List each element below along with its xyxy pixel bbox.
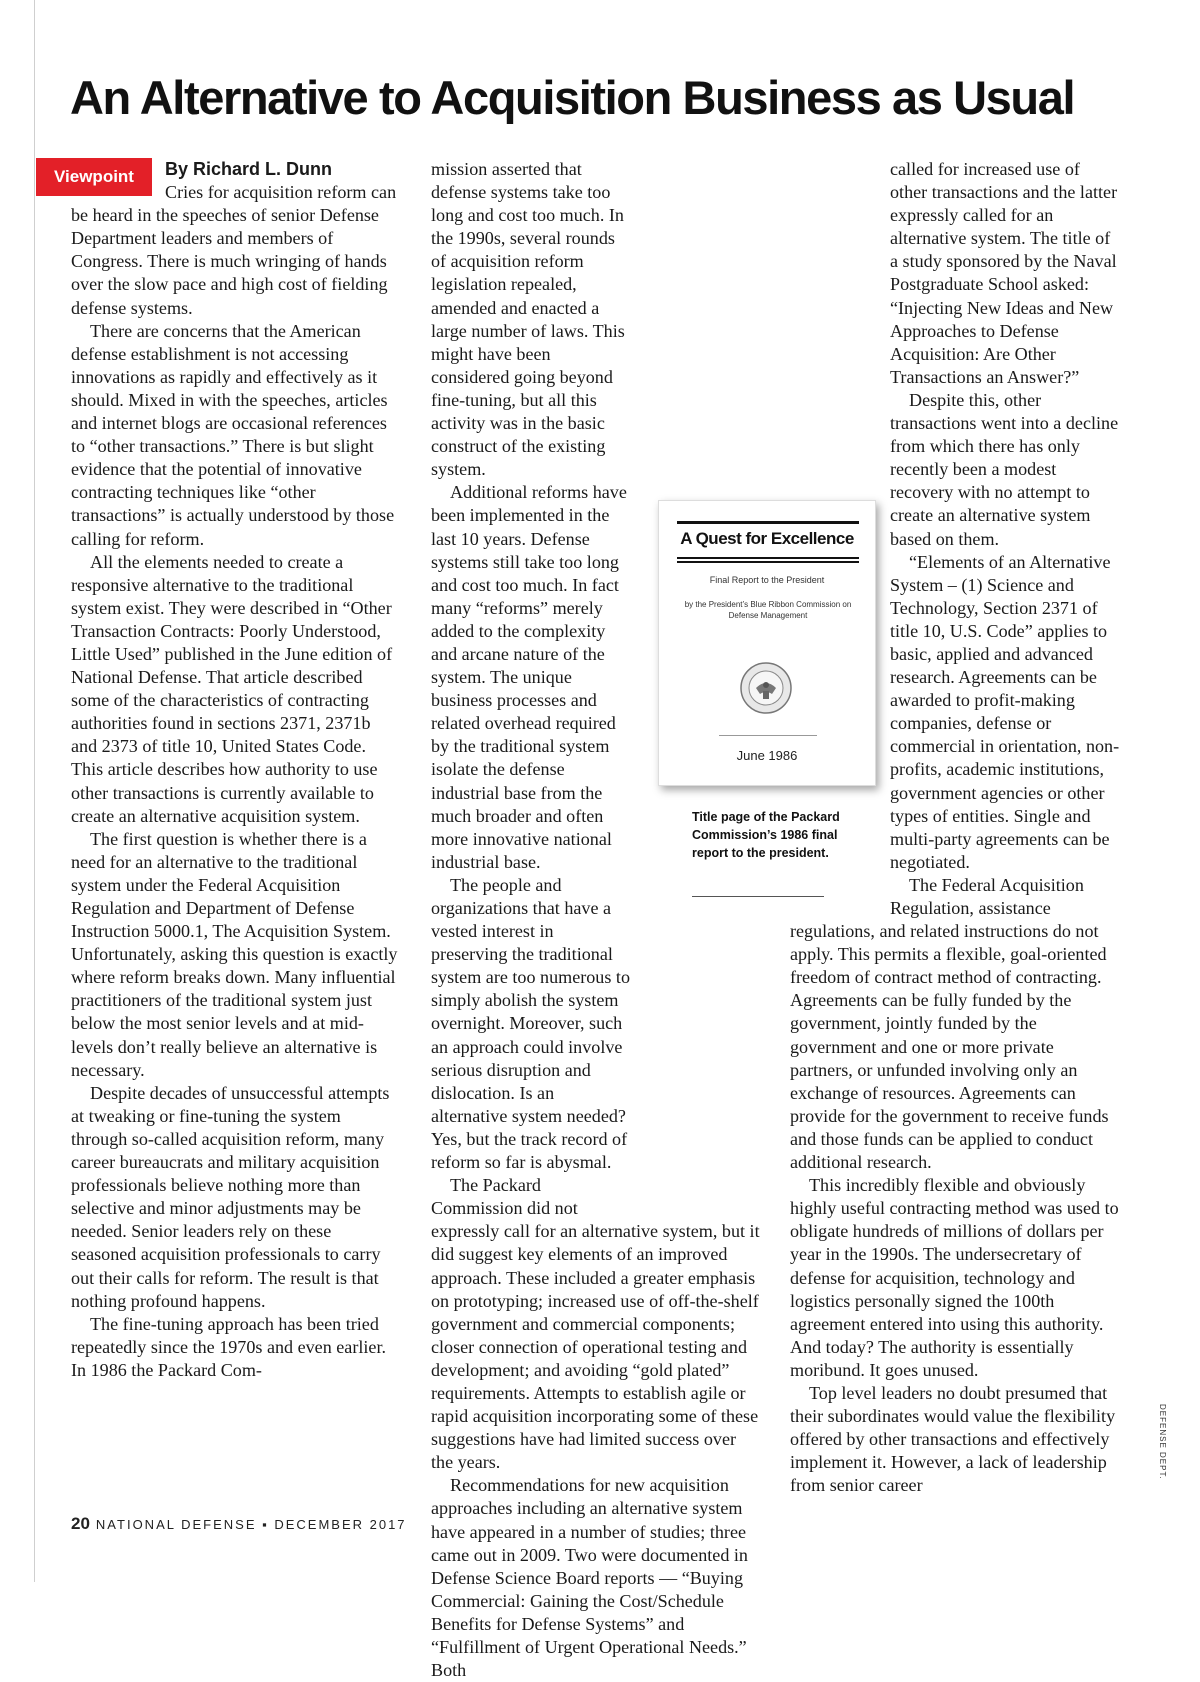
- article-title: An Alternative to Acquisition Business as Usual: [70, 71, 1075, 124]
- cover-rule: [677, 561, 859, 563]
- cover-rule: [677, 521, 859, 524]
- column-1: [71, 158, 401, 1382]
- paragraph: Cries for acquisition reform can be heard in the speeches of senior Defense Department leaders and members of Congress. There is much wringing of hands over the slow pace and high cost of fielding defense systems.: [71, 182, 397, 318]
- column-2: [431, 158, 761, 1682]
- paragraph: Top level leaders no doubt presumed that their subordinates would value the flexibility offered by other transactions and effectively implement it. However, a lack of leadership from senior career: [790, 1382, 1116, 1496]
- paragraph: called for increased use of other transactions and the latter expressly called for an alternative system. The title of a study sponsored by the Naval Postgraduate School asked: “Injecting New Ideas and New Approaches to Defense Acquisition: Are Other Transactions an Answer?”: [890, 159, 1118, 387]
- cover-rule: [677, 557, 859, 559]
- publication-info: NATIONAL DEFENSE ▪ DECEMBER 2017: [95, 1517, 407, 1532]
- caption-rule: [692, 896, 824, 897]
- paragraph: “Elements of an Alternative System – (1) Science and Technology, Section 2371 of title 10, U.S. Code” applies to basic, applied and advanced research. Agreements can be awarded to profit-making companies, defense or commercial in orientation, non-profits, academic institutions, government agencies or other types of entities. Single and multi-party agreements can be negotiated.: [890, 551, 1120, 872]
- report-cover-image: [658, 500, 876, 786]
- paragraph: The people and organizations that have a vested interest in preserving the traditional system are too numerous to simply abolish the system overnight. Moreover, such an approach could involve serious disruption and dislocation. Is an alternative system needed? Yes, but the track record of reform so far is abysmal.: [431, 874, 630, 1173]
- byline: By Richard L. Dunn: [165, 159, 333, 179]
- page-footer: [71, 1514, 407, 1534]
- page-number: 20: [71, 1514, 90, 1533]
- paragraph: Additional reforms have been implemented in the last 10 years. Defense systems still take too long and cost too much. In fact many “reforms” merely added to the complexity and arcane nature of the system. The unique business processes and related overhead required by the traditional system isolate the defense industrial base from the much broader and often more innovative national industrial base.: [431, 482, 627, 872]
- paragraph: All the elements needed to create a responsive alternative to the traditional system exist. They were described in “Other Transaction Contracts: Poorly Understood, Little Used” published in the June edition of National Defense. That article described some of the characteristics of contracting authorities found in sections 2371, 2371b and 2373 of title 10, United States Code. This article describes how authority to use other transactions is currently available to create an alternative acquisition system.: [71, 551, 393, 826]
- report-title: A Quest for Excellence: [680, 529, 854, 548]
- photo-credit: DEFENSE DEPT.: [1158, 1404, 1167, 1480]
- paragraph: The Federal Acquisition Regulation, assistance regulations, and related instructions do not apply. This permits a flexible, goal-oriented freedom of contract method of contracting. Agreements can be fully funded by the government, jointly funded by the government and one or more private partners, or unfunded involving only an exchange of resources. Agreements can provide for the government to receive funds and those funds can be applied to conduct additional research.: [790, 874, 1109, 1173]
- paragraph: Despite decades of unsuccessful attempts at tweaking or fine-tuning the system through so-called acquisition reform, many career bureaucrats and military acquisition professionals believe nothing more than selective and minor adjustments may be needed. Senior leaders rely on these seasoned acquisition professionals to carry out their calls for reform. The result is that nothing profound happens.: [71, 1082, 390, 1311]
- paragraph: mission asserted that defense systems take too long and cost too much. In the 1990s, several rounds of acquisition reform legislation repealed, amended and enacted a large number of laws. This might have been considered going beyond fine-tuning, but all this activity was in the basic construct of the existing system.: [431, 159, 625, 480]
- paragraph: There are concerns that the American defense establishment is not accessing innovations as rapidly and effectively as it should. Mixed in with the speeches, articles and internet blogs are occasional references to “other transactions.” There is but slight evidence that the potential of innovative contracting techniques like “other transactions” is actually understood by those calling for reform.: [71, 320, 395, 549]
- paragraph: Despite this, other transactions went into a decline from which there has only recently been a modest recovery with no attempt to create an alternative system based on them.: [890, 389, 1119, 549]
- paragraph: The fine-tuning approach has been tried repeatedly since the 1970s and even earlier. In 1986 the Packard Com-: [71, 1313, 386, 1380]
- paragraph: The Packard Commission did not expressly call for an alternative system, but it did suggest key elements of an improved approach. These included a greater emphasis on prototyping; increased use of off-the-shelf government and commercial components; closer connection of operational testing and development; and avoiding “gold plated” requirements. Attempts to establish agile or rapid acquisition incorporating some of these suggestions have had limited success over the years.: [431, 1175, 760, 1473]
- paragraph: The first question is whether there is a need for an alternative to the traditional system under the Federal Acquisition Regulation and Department of Defense Instruction 5000.1, The Acquisition System. Unfortunately, asking this question is exactly where reform breaks down. Many influential practitioners of the traditional system just below the most senior levels and at mid-levels don’t really believe an alternative is necessary.: [71, 828, 398, 1080]
- presidential-seal-icon: [739, 661, 793, 715]
- paragraph: Recommendations for new acquisition approaches including an alternative system have appeared in a number of studies; three came out in 2009. Two were documented in Defense Science Board reports — “Buying Commercial: Gaining the Cost/Schedule Benefits for Defense Systems” and “Fulfillment of Urgent Operational Needs.” Both: [431, 1475, 748, 1681]
- report-date: June 1986: [736, 748, 798, 763]
- figure-caption: Title page of the Packard Commission’s 1986 final report to the president.: [692, 810, 840, 860]
- page-margin-rule: [34, 0, 35, 1582]
- paragraph: This incredibly flexible and obviously highly useful contracting method was used to obligate hundreds of millions of dollars per year in the 1990s. The undersecretary of defense for acquisition, technology and logistics personally signed the 100th agreement entered into using this authority. And today? The authority is essentially moribund. It goes unused.: [790, 1175, 1119, 1380]
- report-byline: by the President’s Blue Ribbon Commission on Defense Management: [684, 600, 852, 620]
- report-subtitle: Final Report to the President: [709, 575, 825, 585]
- section-badge: Viewpoint: [36, 158, 152, 196]
- cover-rule: [719, 735, 817, 736]
